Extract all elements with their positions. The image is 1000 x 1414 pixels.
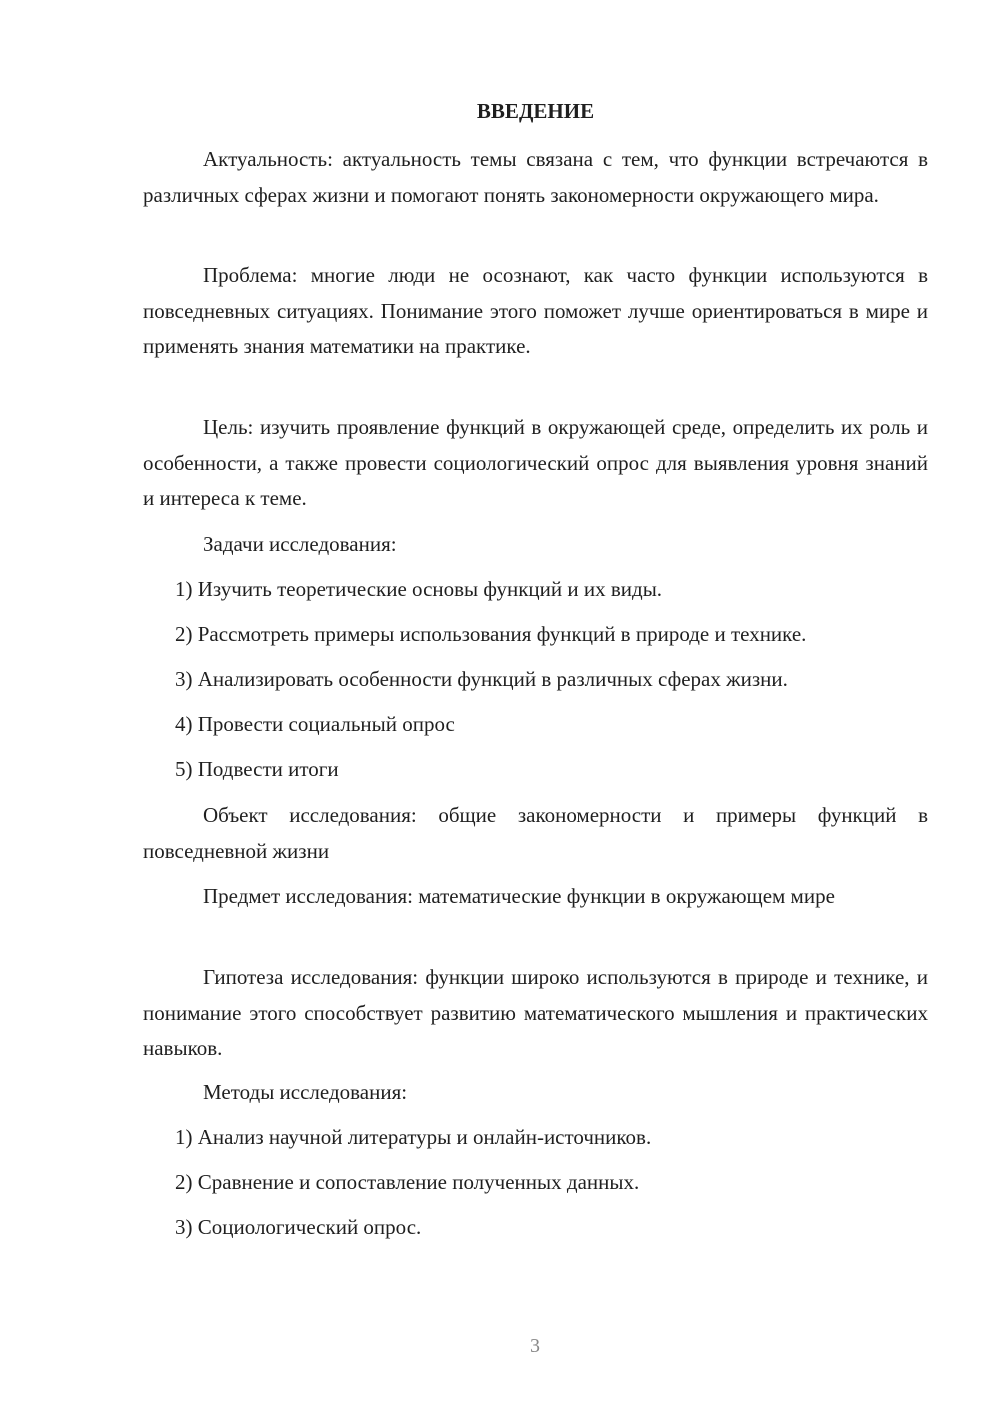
method-item: 2) Сравнение и сопоставление полученных данных. xyxy=(175,1170,640,1194)
method-item: 3) Социологический опрос. xyxy=(175,1215,422,1239)
methods-heading: Методы исследования: xyxy=(203,1080,408,1104)
goal-paragraph: Цель: изучить проявление функций в окружающей среде, определить их роль и особенности, а также провести социологический опрос для выявления уровня знаний и интереса к теме. xyxy=(143,415,928,510)
hypothesis-paragraph: Гипотеза исследования: функции широко используются в природе и технике, и понимание этого способствует развитию математического мышления и практических навыков. xyxy=(143,965,928,1060)
task-item: 3) Анализировать особенности функций в различных сферах жизни. xyxy=(175,667,788,691)
page-title: ВВЕДЕНИЕ xyxy=(476,99,595,123)
task-item: 1) Изучить теоретические основы функций и их виды. xyxy=(175,577,663,601)
page-number: 3 xyxy=(530,1335,540,1357)
task-item: 2) Рассмотреть примеры использования функций в природе и технике. xyxy=(175,622,807,646)
subject-paragraph: Предмет исследования: математические функции в окружающем мире xyxy=(203,884,835,908)
problem-paragraph: Проблема: многие люди не осознают, как часто функции используются в повседневных ситуациях. Понимание этого поможет лучше ориентироваться в мире и применять знания математики на практике. xyxy=(143,263,928,358)
tasks-heading: Задачи исследования: xyxy=(203,532,397,556)
method-item: 1) Анализ научной литературы и онлайн-источников. xyxy=(175,1125,652,1149)
task-item: 5) Подвести итоги xyxy=(175,757,339,781)
object-paragraph: Объект исследования: общие закономерности и примеры функций в повседневной жизни xyxy=(143,803,928,863)
task-item: 4) Провести социальный опрос xyxy=(175,712,455,736)
relevance-paragraph: Актуальность: актуальность темы связана с тем, что функции встречаются в различных сферах жизни и помогают понять закономерности окружающего мира. xyxy=(143,147,928,207)
